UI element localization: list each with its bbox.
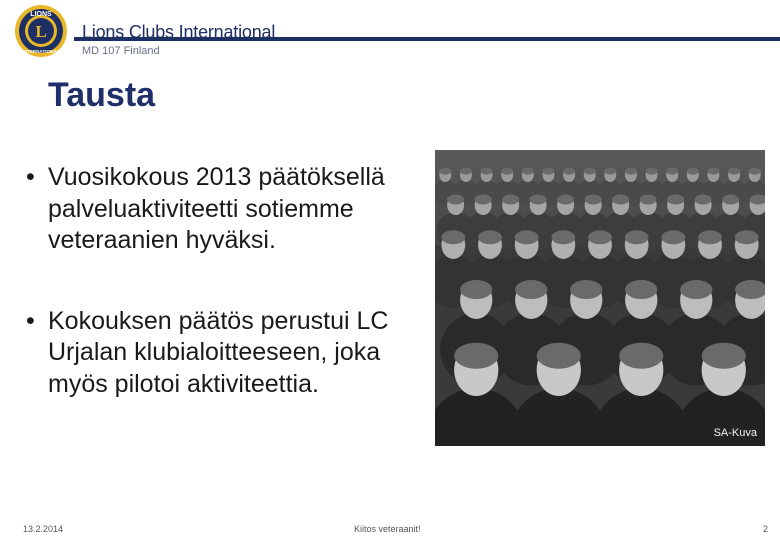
- figure-hair: [454, 343, 498, 369]
- figure-hair: [481, 168, 493, 175]
- figure-hair: [661, 230, 685, 244]
- figure-hair: [640, 195, 657, 205]
- figure-hair: [749, 168, 761, 175]
- slide-title: Tausta: [48, 76, 156, 114]
- figure-hair: [530, 195, 547, 205]
- figure-hair: [695, 195, 712, 205]
- figure-hair: [515, 230, 539, 244]
- district-name: MD 107 Finland: [82, 45, 160, 57]
- figure-hair: [722, 195, 739, 205]
- figure-hair: [515, 280, 547, 299]
- logo-top-text: LIONS: [30, 11, 52, 18]
- figure-hair: [625, 280, 657, 299]
- figure-hair: [646, 168, 658, 175]
- brand-name: Lions Clubs International: [82, 22, 276, 42]
- figure-hair: [439, 168, 451, 175]
- figure-hair: [625, 230, 649, 244]
- bullet-item: [26, 162, 446, 257]
- figure-hair: [447, 195, 464, 205]
- bullet-text: Vuosikokous 2013 päätöksellä palveluaktiviteetti sotiemme veteraanien hyväksi.: [48, 163, 385, 254]
- figure-hair: [625, 168, 637, 175]
- figure-hair: [612, 195, 629, 205]
- figure-hair: [551, 230, 575, 244]
- figure-hair: [667, 195, 684, 205]
- bullet-marker: •: [26, 163, 35, 191]
- logo-letter: L: [35, 22, 47, 41]
- figure-hair: [557, 195, 574, 205]
- bullet-list: [26, 162, 446, 400]
- photo-credit: SA-Kuva: [713, 427, 757, 439]
- figure-hair: [666, 168, 678, 175]
- figure-hair: [707, 168, 719, 175]
- figure-hair: [619, 343, 663, 369]
- bullet-item: [26, 306, 446, 401]
- footer-date: 13.2.2014: [23, 524, 64, 534]
- figure-hair: [702, 343, 746, 369]
- figure-hair: [542, 168, 554, 175]
- figure-hair: [460, 168, 472, 175]
- figure-hair: [728, 168, 740, 175]
- logo-bottom-text: INTERNATIONAL: [22, 49, 60, 54]
- figure-hair: [735, 230, 759, 244]
- figure-hair: [698, 230, 722, 244]
- figure-hair: [522, 168, 534, 175]
- photo-graphic: [435, 150, 765, 446]
- figure-hair: [460, 280, 492, 299]
- bullet-text: Kokouksen päätös perustui LC Urjalan klubialoitteeseen, joka myös pilotoi aktiviteettia.: [48, 306, 389, 398]
- figure-hair: [604, 168, 616, 175]
- figure-hair: [687, 168, 699, 175]
- figure-hair: [584, 168, 596, 175]
- soldiers-photo: [435, 150, 765, 446]
- figure-hair: [441, 230, 465, 244]
- bullet-marker: •: [26, 306, 35, 335]
- footer-text: Kiitos veteraanit!: [354, 524, 421, 534]
- figure-hair: [475, 195, 492, 205]
- figure-hair: [537, 343, 581, 369]
- figure-hair: [502, 195, 519, 205]
- page-number: 2: [762, 524, 768, 534]
- figure-hair: [588, 230, 612, 244]
- figure-hair: [478, 230, 502, 244]
- figure-hair: [501, 168, 513, 175]
- figure-hair: [563, 168, 575, 175]
- slide-header: [0, 0, 780, 60]
- figure-hair: [585, 195, 602, 205]
- figure-hair: [680, 280, 712, 299]
- figure-hair: [570, 280, 602, 299]
- lions-logo-icon: [14, 4, 68, 58]
